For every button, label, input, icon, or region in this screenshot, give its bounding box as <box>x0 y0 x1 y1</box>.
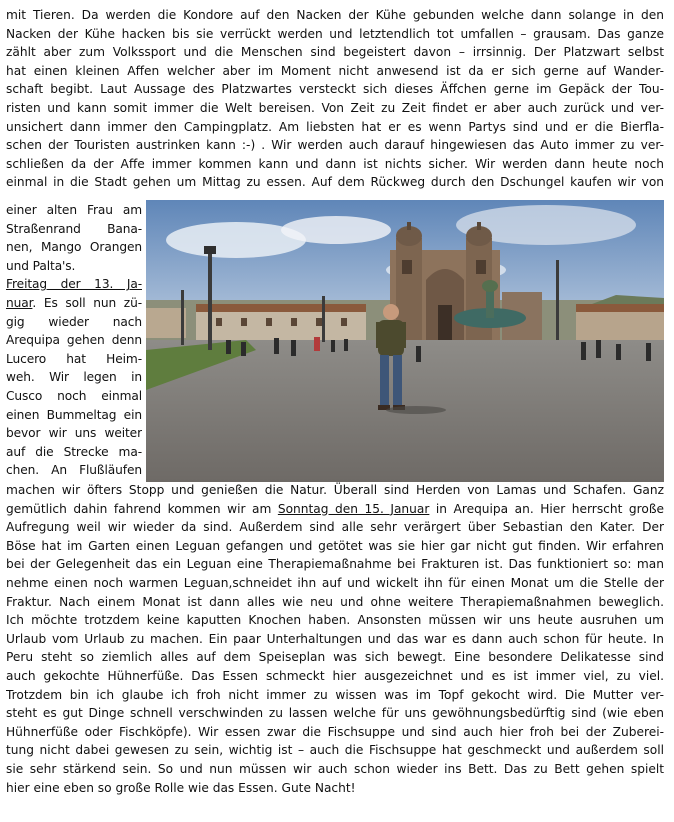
text-line: risten und kann somit immer die Welt bereisen. Von Zeit zu Zeit findet er aber auch zurück und ver- <box>6 100 664 115</box>
text-line: machen wir öfters Stopp und genießen die Natur. Überall sind Herden von Lamas und Schafen. Ganz <box>6 483 664 497</box>
text-line: Arequipa gehen denn <box>6 333 142 348</box>
text-line <box>6 500 664 519</box>
text-line: Urlaub vom Urlaub zu machen. Ein paar Unterhaltungen und das war es dann auch schon für heute. In <box>6 631 664 646</box>
text-fragment: gemütlich dahin fahrend kommen wir am <box>6 501 278 516</box>
text-fragment: in Arequipa an. Hier herrscht große <box>429 501 664 516</box>
text-line: Peru steht so ziemlich alles auf dem Speiseplan was sich bewegt. Eine besondere Delikatesse sind <box>6 650 664 665</box>
text-line: Ich möchte trotzdem keine kaputten Knochen haben. Ansonsten müssen wir uns heute ausruhen um <box>6 613 664 628</box>
date-heading-sunday: Sonntag den 15. Januar <box>277 501 430 516</box>
text-line: weh. Wir legen in <box>6 370 142 385</box>
date-heading-friday: Freitag der 13. Ja- <box>6 277 142 292</box>
text-line: tung nicht dabei gewesen zu sein, wichtig ist – auch die Fischsuppe hat geschmeckt und außerdem soll <box>6 743 664 758</box>
text-line: nehme einen noch warmen Leguan,schneidet ihn auf und wickelt ihn für einen Monat um die Stelle der <box>6 575 664 590</box>
text-line: schen der Touristen austrinken kann :-) . Wir werden auch darauf hingewiesen das Auto immer zu ver- <box>6 138 664 153</box>
text-line: einer alten Frau am <box>6 203 142 217</box>
text-line: Nacken der Kühe hacken bis sie verrückt werden und letztendlich tot umfallen – grausam. Das ganze <box>6 26 664 41</box>
text-line: auf die Strecke ma- <box>6 444 142 459</box>
text-line: bei der Gelegenheit das ein Leguan eine Therapiemaßnahme bei Frakturen ist. Das funktioniert so: man <box>6 557 664 572</box>
text-fragment: . Es soll nun zü- <box>32 295 142 310</box>
text-line: bevor wir uns weiter <box>6 426 142 441</box>
text-line: gig wieder nach <box>6 314 142 329</box>
text-line: chen. An Flußläufen <box>6 463 142 478</box>
text-line: schließen da der Affe immer kommen kann und dann ist nichts sicher. Wir werden dann heute noch <box>6 156 664 171</box>
photo-plaza-de-armas <box>146 200 664 482</box>
text-line: einen Bummeltag ein <box>6 407 142 422</box>
text-line <box>6 294 142 313</box>
text-block-top <box>6 6 664 192</box>
text-line: hier eine eben so große Rolle wie das Essen. Gute Nacht! <box>6 780 356 795</box>
text-line: hat einen kleinen Affen welcher aber im Moment nicht anwesend ist da er sich gerne auf Wander- <box>6 63 664 78</box>
text-line: mit Tieren. Da werden die Kondore auf den Nacken der Kühe gebunden welche dann solange in den <box>6 8 664 22</box>
text-line: Aufregung weil wir wieder da sind. Außerdem sind alle sehr verärgert über Sebastian den Kater. Der <box>6 520 664 535</box>
text-line: Böse hat im Garten einen Leguan gefangen und getötet was sie hier gar nicht gut finden. Wir erfahren <box>6 538 664 553</box>
photo-illustration <box>146 200 664 482</box>
text-line: Lucero hat Heim- <box>6 351 142 366</box>
text-line: steht es gut Dinge schnell verschwinden zu lassen welche für uns gewöhnungsbedürftig sind (wie eben <box>6 706 664 721</box>
text-line: einmal in die Stadt gehen um Mittag zu essen. Auf dem Rückweg durch den Dschungel kaufen wir von <box>6 175 664 190</box>
date-heading-friday-cont: nuar <box>6 295 33 310</box>
text-line: Hühnerfüße oder Fischköpfe). Wir essen zwar die Fischsuppe und sind auch hier froh bei der Zuberei- <box>6 724 664 739</box>
text-line: Trotzdem bin ich glaube ich froh nicht immer zu wissen was im Topf gekocht wird. Die Mutter ver- <box>6 687 664 702</box>
text-line: sie sehr stärkend sein. So und nun müssen wir auch schon wieder ins Bett. Das zu Bett gehen spielt <box>6 761 664 776</box>
text-line: schaft begibt. Laut Aussage des Platzwartes versteckt sich dieses Äffchen gerne im Gepäck der Tou- <box>6 82 664 97</box>
text-line: Cusco noch einmal <box>6 388 142 403</box>
text-line: Straßenrand Bana- <box>6 221 142 236</box>
text-line: unsichert dann immer den Campingplatz. Am liebsten hat er es wenn Partys sind und er die Bierfla- <box>6 119 664 134</box>
text-block-side <box>6 201 142 480</box>
text-line: nen, Mango Orangen <box>6 240 142 255</box>
text-block-bottom <box>6 481 664 797</box>
text-line: auch gekochte Hühnerfüße. Das Essen schmeckt hier ausgezeichnet und es ist immer viel, zu viel. <box>6 668 664 683</box>
text-line: und Palta's. <box>6 258 76 273</box>
text-line: Fraktur. Nach einem Monat ist dann alles wie neu und ohne weitere Therapiemaßnahmen beweglich. <box>6 594 664 609</box>
text-line: zählt aber zum Volkssport und die Menschen sind begeistert davon – irrsinnig. Der Platzwart selbst <box>6 45 664 60</box>
